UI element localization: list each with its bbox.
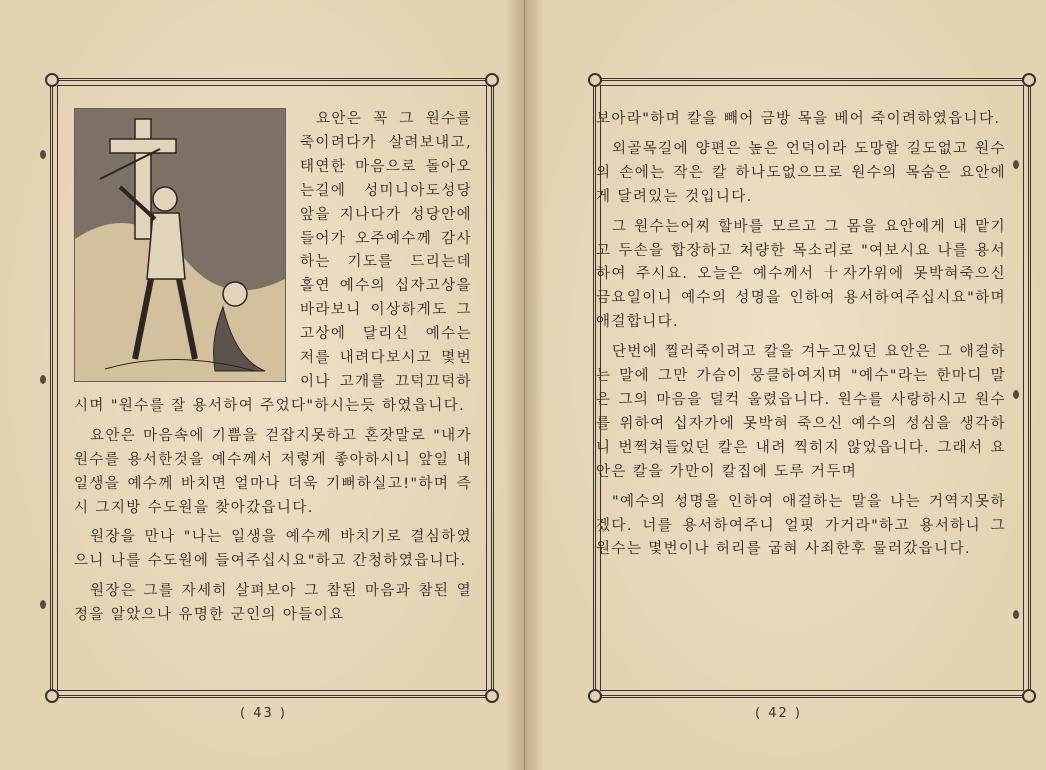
paragraph: 그 원수는어찌 할바를 모르고 그 몸을 요안에게 내 맡기고 두손을 합장하고 처량한 목소리로 "여보시요 나를 용서하여 주시요. 오늘은 예수께서 十자가위에 못박혀죽으신 금요일이니 예수의 성명을 인하여 용서하여주십시요"하며 애걸합니다. — [596, 218, 1006, 331]
crucifix-prayer-illustration — [74, 108, 286, 382]
ornament-icon — [1022, 73, 1036, 87]
ornament-icon — [45, 73, 59, 87]
paragraph: 원장은 그를 자세히 살펴보아 그 참된 마음과 참된 열정을 알았으나 유명한 군인의 아들이요 — [74, 583, 472, 624]
binding-hole — [1013, 390, 1019, 399]
binding-hole — [40, 600, 46, 609]
paragraph: 외골목길에 양편은 높은 언덕이라 도망할 길도없고 원수의 손에는 작은 칼 하나도없으므로 원수의 목숨은 요안에게 달려있는 것입니다. — [596, 140, 1006, 205]
paragraph: 보아라"하며 칼을 빼어 금방 목을 베어 죽이려하였읍니다. — [596, 111, 1001, 127]
paragraph: 요안은 마음속에 기쁨을 걷잡지못하고 혼잣말로 "내가 원수를 용서한것을 예수께서 저렇게 좋아하시니 앞일 내 일생을 예수께 바치면 얼마나 더욱 기뻐하실고!"하며 즉시 그지방 수도원을 찾아갔읍니다. — [74, 427, 472, 516]
ornament-icon — [485, 689, 499, 703]
ornament-icon — [1022, 689, 1036, 703]
paragraph: 원장을 만나 "나는 일생을 예수께 바치기로 결심하였으니 나를 수도원에 들여주십시요"하고 간청하였읍니다. — [74, 529, 472, 570]
page-number: ( 42 ) — [755, 706, 802, 721]
right-page-text — [596, 108, 1006, 568]
binding-hole — [1013, 160, 1019, 169]
ornament-icon — [588, 689, 602, 703]
binding-hole — [40, 375, 46, 384]
ornament-icon — [588, 73, 602, 87]
binding-hole — [40, 150, 46, 159]
paragraph: "예수의 성명을 인하여 애걸하는 말을 나는 거역지못하겠다. 너를 용서하여주니 얼핏 가거라"하고 용서하니 그 원수는 몇번이나 허리를 굽혀 사죄한후 물러갔읍니다. — [596, 493, 1006, 558]
book-gutter — [505, 0, 545, 770]
ornament-icon — [485, 73, 499, 87]
ornament-icon — [45, 689, 59, 703]
page-number: ( 43 ) — [240, 706, 287, 721]
paragraph: 요안은 꼭 그 원수를 죽이려다가 살려보내고, 태연한 마음으로 돌아오는길에 성미니아도성당앞을 지나다가 성당안에 들어가 오주예수께 감사하는 기도를 드리는데 홀연 예수의 십자고상을 바라보니 이상하게도 그 고상에 달리신 예수는 저를 내려다보시고 몇번이나 고개를 끄덕끄덕하시며 "원수를 잘 용서하여 주었다"하시는듯 하였읍니다. — [74, 111, 472, 414]
binding-hole — [1013, 610, 1019, 619]
left-page-text — [74, 108, 472, 634]
paragraph: 단번에 찔러죽이려고 칼을 겨누고있던 요안은 그 애걸하는 말에 그만 가슴이 뭉클하여지며 "예수"라는 한마디 말은 그의 마음을 덜컥 울렸읍니다. 원수를 사랑하시고 원수를 위하여 십자가에 못박혀 죽으신 예수의 성심을 생각하니 번쩍쳐들었던 칼은 내려 찍히지 않었읍니다. 그래서 요안은 칼을 가만이 칼집에 도루 거두며 — [596, 344, 1006, 480]
